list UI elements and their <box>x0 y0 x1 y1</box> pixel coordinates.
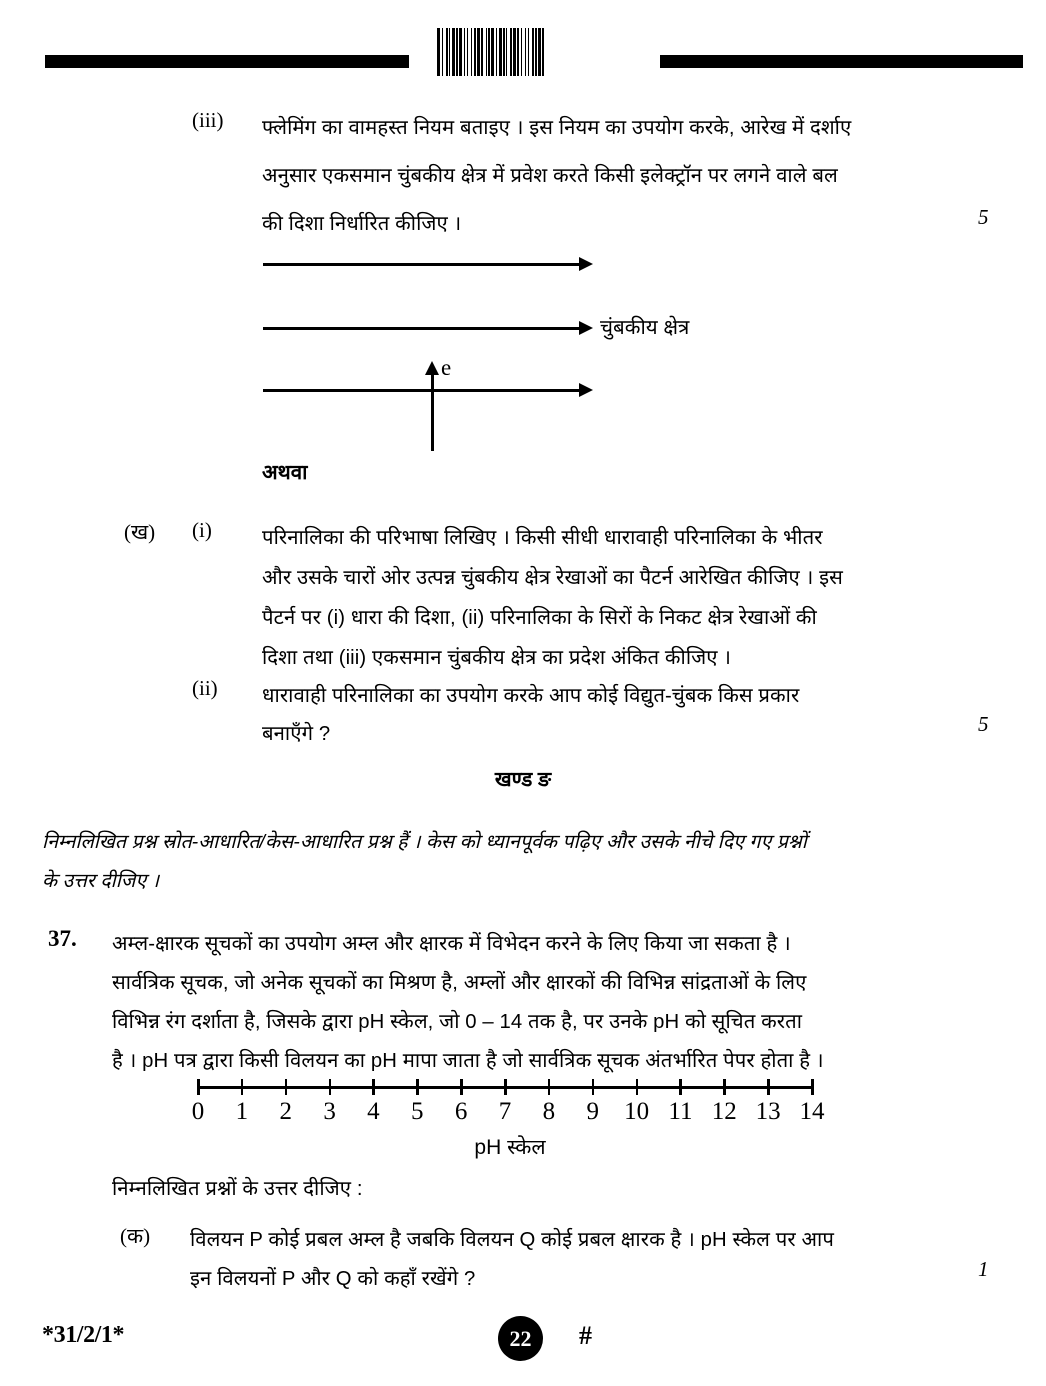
question-37-passage-line-1: अम्ल-क्षारक सूचकों का उपयोग अम्ल और क्षारक में विभेदन करने के लिए किया जा सकता है । <box>112 933 791 955</box>
question-kha-part-i-marker: (i) <box>192 518 212 542</box>
field-line-2-arrowhead <box>579 321 593 335</box>
ph-tick-label-0: 0 <box>191 1098 205 1125</box>
ph-tick-4 <box>372 1079 375 1095</box>
ph-scale-caption: pH स्केल <box>474 1136 546 1159</box>
ph-tick-3 <box>329 1079 332 1095</box>
section-instruction-line-2: के उत्तर दीजिए । <box>42 870 160 892</box>
ph-tick-label-7: 7 <box>498 1098 512 1125</box>
field-line-3-arrowhead <box>579 383 593 397</box>
question-37-answer-prompt: निम्नलिखित प्रश्नों के उत्तर दीजिए : <box>112 1178 363 1200</box>
field-line-3 <box>263 389 581 392</box>
question-37-part-ka-marker: (क) <box>120 1224 151 1248</box>
ph-tick-label-4: 4 <box>367 1098 380 1125</box>
ph-tick-label-11: 11 <box>668 1098 693 1125</box>
page-number-badge: 22 <box>498 1316 543 1361</box>
question-37-ka-marks: 1 <box>978 1257 989 1281</box>
header-rule-right <box>660 55 1023 68</box>
question-iii-line-1: फ्लेमिंग का वामहस्त नियम बताइए । इस नियम का उपयोग करके, आरेख में दर्शाए <box>262 117 852 139</box>
ph-tick-label-9: 9 <box>586 1098 599 1125</box>
magnetic-field-label: चुंबकीय क्षेत्र <box>600 316 690 339</box>
hash-icon: # <box>579 1321 592 1350</box>
electron-arrow-shaft <box>431 373 434 451</box>
question-kha-ii-line-1: धारावाही परिनालिका का उपयोग करके आप कोई विद्युत-चुंबक किस प्रकार <box>262 685 800 707</box>
question-kha-i-line-2: और उसके चारों ओर उत्पन्न चुंबकीय क्षेत्र रेखाओं का पैटर्न आरेखित कीजिए । इस <box>262 567 843 589</box>
ph-tick-14 <box>811 1079 814 1095</box>
ph-scale-diagram <box>190 1078 830 1159</box>
question-37-number: 37. <box>48 926 77 951</box>
question-kha-marker: (ख) <box>124 520 156 544</box>
ph-tick-9 <box>592 1079 595 1095</box>
ph-tick-label-8: 8 <box>542 1098 556 1125</box>
ph-tick-label-6: 6 <box>454 1098 468 1125</box>
ph-tick-label-1: 1 <box>235 1098 249 1125</box>
ph-tick-0 <box>197 1079 200 1095</box>
ph-tick-7 <box>504 1079 507 1095</box>
ph-tick-8 <box>548 1079 551 1095</box>
question-37-passage-line-4: है । pH पत्र द्वारा किसी विलयन का pH मापा जाता है जो सार्वत्रिक सूचक अंतर्भारित पेपर होता है । <box>112 1050 824 1072</box>
ph-tick-label-3: 3 <box>323 1098 336 1125</box>
question-kha-i-line-3: पैटर्न पर (i) धारा की दिशा, (ii) परिनालिका के सिरों के निकट क्षेत्र रेखाओं की <box>262 607 817 629</box>
magnetic-field-diagram <box>255 245 775 460</box>
ph-tick-12 <box>723 1079 726 1095</box>
question-37-ka-line-2: इन विलयनों P और Q को कहाँ रखेंगे ? <box>190 1268 476 1290</box>
question-37-ka-line-1: विलयन P कोई प्रबल अम्ल है जबकि विलयन Q कोई प्रबल क्षारक है । pH स्केल पर आप <box>190 1229 834 1251</box>
ph-tick-label-12: 12 <box>711 1098 737 1125</box>
page-footer <box>0 1316 1046 1376</box>
field-line-2 <box>263 327 581 330</box>
question-37-passage-line-3: विभिन्न रंग दर्शाता है, जिसके द्वारा pH स्केल, जो 0 – 14 तक है, पर उनके pH को सूचित करता <box>112 1011 803 1033</box>
ph-tick-label-2: 2 <box>279 1098 292 1125</box>
electron-arrow-head <box>425 361 439 375</box>
ph-tick-label-13: 13 <box>755 1098 781 1125</box>
paper-code: *31/2/1* <box>42 1322 125 1348</box>
question-kha-ii-line-2: बनाएँगे ? <box>262 723 331 745</box>
header-rule-left <box>45 55 409 68</box>
question-iii-marks: 5 <box>978 205 989 229</box>
barcode <box>437 28 631 76</box>
ph-tick-6 <box>460 1079 463 1095</box>
question-kha-ii-marks: 5 <box>978 712 989 736</box>
question-iii-line-3: की दिशा निर्धारित कीजिए । <box>262 213 462 235</box>
ph-tick-1 <box>241 1079 244 1095</box>
ph-tick-label-5: 5 <box>411 1098 424 1125</box>
field-line-1-arrowhead <box>579 257 593 271</box>
question-37-passage-line-2: सार्वत्रिक सूचक, जो अनेक सूचकों का मिश्रण है, अम्लों और क्षारकों की विभिन्न सांद्रताओं के लिए <box>112 972 807 994</box>
or-divider-label: अथवा <box>262 461 308 484</box>
page-header <box>0 0 1046 92</box>
question-kha-i-line-1: परिनालिका की परिभाषा लिखिए । किसी सीधी धारावाही परिनालिका के भीतर <box>262 527 823 549</box>
ph-tick-2 <box>285 1079 288 1095</box>
electron-label: e <box>441 355 452 380</box>
question-kha-part-ii-marker: (ii) <box>192 676 218 700</box>
ph-tick-11 <box>679 1079 682 1095</box>
section-instruction-line-1: निम्नलिखित प्रश्न स्रोत-आधारित/केस-आधारित प्रश्न हैं । केस को ध्यानपूर्वक पढ़िए और उसके नीचे दिए गए प्रश्नों <box>42 831 807 853</box>
ph-tick-label-14: 14 <box>799 1098 825 1125</box>
section-heading: खण्ड ङ <box>494 768 552 791</box>
ph-tick-label-10: 10 <box>624 1098 650 1125</box>
question-kha-i-line-4: दिशा तथा (iii) एकसमान चुंबकीय क्षेत्र का प्रदेश अंकित कीजिए । <box>262 647 732 669</box>
question-iii-line-2: अनुसार एकसमान चुंबकीय क्षेत्र में प्रवेश करते किसी इलेक्ट्रॉन पर लगने वाले बल <box>262 165 838 187</box>
ph-tick-10 <box>636 1079 639 1095</box>
ph-tick-13 <box>767 1079 770 1095</box>
question-iii-marker: (iii) <box>192 108 224 132</box>
field-line-1 <box>263 263 581 266</box>
ph-tick-5 <box>416 1079 419 1095</box>
